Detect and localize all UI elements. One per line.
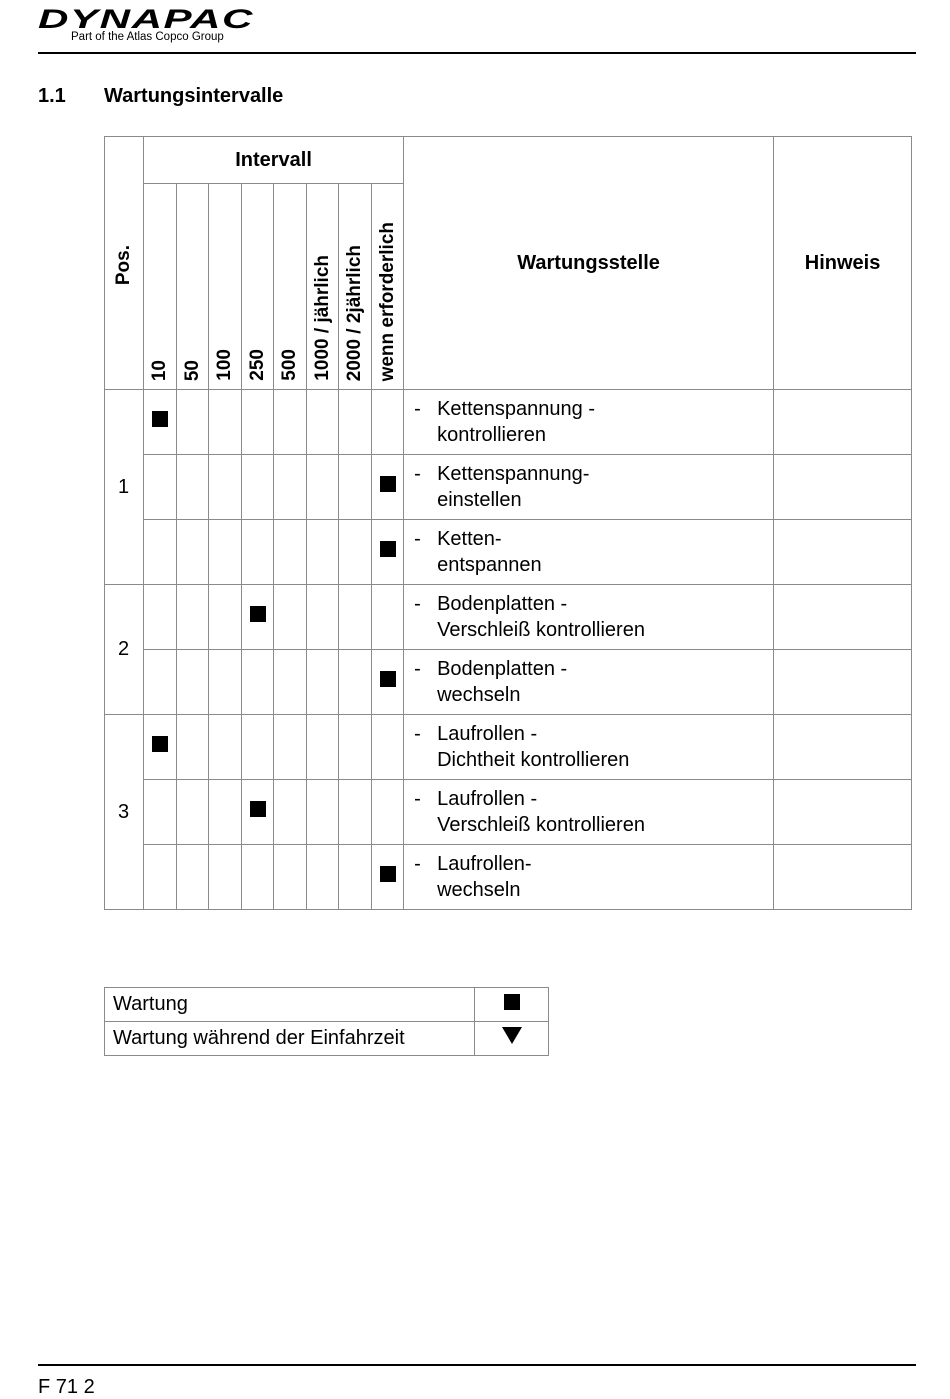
interval-cell [339, 520, 372, 585]
note-cell [774, 780, 912, 845]
table-row [105, 520, 912, 585]
table-row [105, 715, 912, 780]
pos-header-cell [105, 137, 144, 390]
square-marker-icon [152, 736, 168, 752]
interval-cell [242, 845, 274, 910]
table-row [105, 650, 912, 715]
square-marker-icon [380, 866, 396, 882]
interval-column-header [372, 184, 404, 390]
legend-label: Wartung während der Einfahrzeit [105, 1022, 475, 1056]
service-point-cell [404, 715, 774, 780]
service-point-line2: kontrollieren [437, 424, 547, 446]
list-dash: - [414, 788, 421, 810]
interval-cell [372, 390, 404, 455]
interval-cell [372, 780, 404, 845]
interval-column-header [242, 184, 274, 390]
service-point-line2: wechseln [437, 879, 521, 901]
interval-cell [144, 455, 177, 520]
list-dash: - [414, 853, 421, 875]
dynapac-logo [38, 6, 258, 32]
table-row [105, 455, 912, 520]
interval-cell [209, 455, 242, 520]
legend-row-maintenance [105, 988, 549, 1022]
interval-cell [372, 520, 404, 585]
square-marker-icon [380, 476, 396, 492]
interval-cell [339, 390, 372, 455]
note-cell [774, 650, 912, 715]
list-dash: - [414, 593, 421, 615]
position-number: 1 [105, 390, 144, 585]
interval-cell [372, 845, 404, 910]
note-cell [774, 390, 912, 455]
interval-cell [274, 390, 307, 455]
interval-cell [307, 520, 339, 585]
service-point-line1: Laufrollen - [437, 788, 538, 810]
interval-cell [274, 455, 307, 520]
interval-cell [307, 845, 339, 910]
interval-cell [307, 455, 339, 520]
service-point-cell [404, 650, 774, 715]
interval-cell [144, 585, 177, 650]
interval-cell [144, 650, 177, 715]
list-dash: - [414, 658, 421, 680]
service-point-cell [404, 520, 774, 585]
interval-cell [177, 585, 209, 650]
legend-table [104, 987, 549, 1056]
list-dash: - [414, 723, 421, 745]
interval-cell [274, 845, 307, 910]
note-cell [774, 715, 912, 780]
logo-subtitle: Part of the Atlas Copco Group [71, 31, 224, 43]
square-marker-icon [380, 671, 396, 687]
section-number: 1.1 [38, 85, 66, 107]
interval-cell [274, 780, 307, 845]
interval-cell [339, 455, 372, 520]
interval-label: 2000 / 2jährlich [344, 244, 365, 381]
note-cell [774, 520, 912, 585]
interval-cell [372, 650, 404, 715]
list-dash: - [414, 463, 421, 485]
interval-cell [242, 715, 274, 780]
interval-cell [177, 780, 209, 845]
triangle-down-icon [502, 1027, 522, 1044]
service-point-line1: Kettenspannung- [437, 463, 590, 485]
list-dash: - [414, 398, 421, 420]
table-row [105, 780, 912, 845]
interval-cell [209, 585, 242, 650]
interval-cell [339, 715, 372, 780]
list-dash: - [414, 528, 421, 550]
interval-cell [177, 520, 209, 585]
interval-cell [307, 390, 339, 455]
service-point-line2: Verschleiß kontrollieren [437, 814, 645, 836]
svg-text:DYNAPAC: DYNAPAC [38, 6, 254, 32]
page-number: F 71 2 [38, 1376, 95, 1398]
table-row [105, 845, 912, 910]
service-point-line2: wechseln [437, 684, 521, 706]
interval-cell [339, 650, 372, 715]
service-point-cell [404, 780, 774, 845]
interval-cell [209, 520, 242, 585]
interval-label: 10 [149, 359, 170, 381]
interval-cell [209, 780, 242, 845]
interval-cell [372, 715, 404, 780]
interval-label: 1000 / jährlich [311, 255, 333, 381]
interval-cell [177, 455, 209, 520]
interval-cell [209, 845, 242, 910]
service-point-line2: einstellen [437, 489, 522, 511]
interval-cell [339, 845, 372, 910]
table-row [105, 585, 912, 650]
interval-label: 50 [181, 359, 203, 381]
interval-label: 100 [214, 349, 235, 381]
interval-cell [274, 520, 307, 585]
interval-cell [372, 585, 404, 650]
legend-row-running-in [105, 1022, 549, 1056]
interval-cell [144, 390, 177, 455]
position-number: 2 [105, 585, 144, 715]
interval-cell [177, 845, 209, 910]
interval-cell [274, 650, 307, 715]
section-title: Wartungsintervalle [104, 85, 284, 107]
interval-cell [209, 390, 242, 455]
service-point-cell [404, 390, 774, 455]
interval-column-header [144, 184, 177, 390]
pos-header: Pos. [113, 244, 134, 285]
interval-cell [177, 650, 209, 715]
service-point-line2: Dichtheit kontrollieren [437, 749, 630, 771]
service-point-line2: Verschleiß kontrollieren [437, 619, 645, 641]
interval-cell [307, 715, 339, 780]
interval-label: wenn erforderlich [376, 221, 398, 381]
square-marker-icon [504, 994, 520, 1010]
interval-column-header [339, 184, 372, 390]
interval-cell [209, 715, 242, 780]
interval-cell [209, 650, 242, 715]
interval-cell [339, 780, 372, 845]
interval-cell [144, 845, 177, 910]
note-cell [774, 585, 912, 650]
position-number: 3 [105, 715, 144, 910]
interval-cell [242, 520, 274, 585]
table-row [105, 390, 912, 455]
service-point-cell [404, 585, 774, 650]
interval-label: 500 [279, 349, 300, 381]
interval-cell [144, 520, 177, 585]
interval-cell [242, 585, 274, 650]
note-header: Hinweis [774, 137, 912, 390]
footer-rule [38, 1364, 916, 1366]
interval-cell [144, 780, 177, 845]
interval-cell [274, 585, 307, 650]
note-cell [774, 455, 912, 520]
note-cell [774, 845, 912, 910]
interval-cell [307, 780, 339, 845]
interval-column-header [209, 184, 242, 390]
service-point-line1: Laufrollen - [437, 723, 538, 745]
interval-cell [274, 715, 307, 780]
service-point-line2: entspannen [437, 554, 542, 576]
interval-cell [307, 650, 339, 715]
interval-cell [242, 455, 274, 520]
interval-label: 250 [246, 349, 268, 381]
interval-column-header [177, 184, 209, 390]
square-marker-icon [380, 541, 396, 557]
interval-cell [177, 390, 209, 455]
interval-cell [177, 715, 209, 780]
square-marker-icon [250, 801, 266, 817]
interval-cell [372, 455, 404, 520]
service-point-line1: Bodenplatten - [437, 658, 568, 680]
service-point-cell [404, 845, 774, 910]
interval-cell [242, 780, 274, 845]
interval-column-header [307, 184, 339, 390]
interval-cell [242, 390, 274, 455]
service-point-header: Wartungsstelle [404, 137, 774, 390]
legend-label: Wartung [105, 988, 475, 1022]
service-point-line1: Ketten- [437, 528, 502, 550]
interval-header: Intervall [144, 137, 404, 184]
interval-cell [307, 585, 339, 650]
interval-cell [242, 650, 274, 715]
square-marker-icon [152, 411, 168, 427]
service-point-cell [404, 455, 774, 520]
interval-cell [339, 585, 372, 650]
square-marker-icon [250, 606, 266, 622]
interval-cell [144, 715, 177, 780]
service-point-line1: Bodenplatten - [437, 593, 568, 615]
interval-column-header [274, 184, 307, 390]
header-rule [38, 52, 916, 54]
service-point-line1: Kettenspannung - [437, 398, 595, 420]
maintenance-interval-table [104, 136, 912, 910]
service-point-line1: Laufrollen- [437, 853, 532, 875]
